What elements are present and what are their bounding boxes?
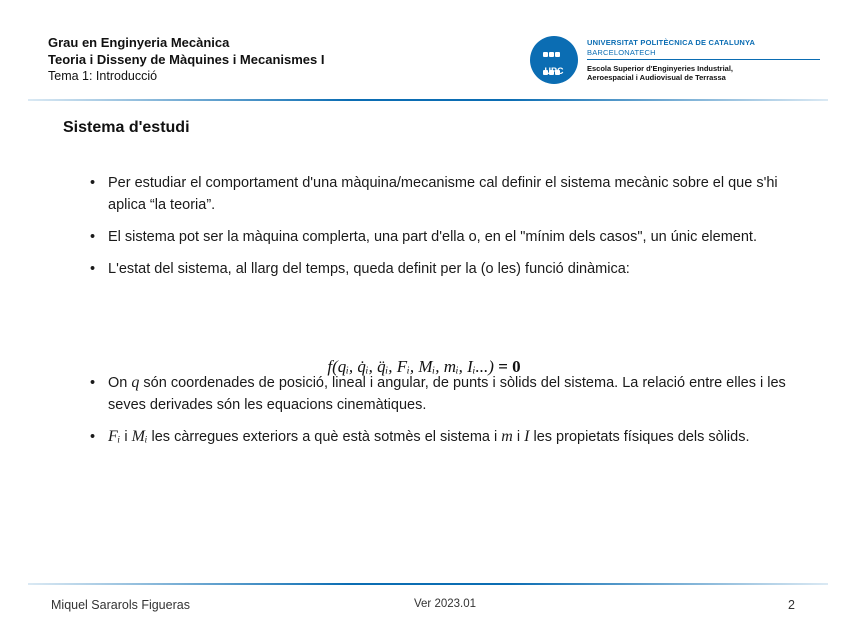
university-tagline: BARCELONATECH — [587, 48, 656, 57]
bullet-item — [90, 226, 790, 248]
bullet-text: les càrregues exteriors a què està sotmès el sistema i — [151, 429, 498, 445]
bullet-text: i — [124, 429, 128, 445]
school-name-line2: Aeroespacial i Audiovisual de Terrassa — [587, 73, 726, 82]
formula-lhs: f(qᵢ, q̇ᵢ, q̈ᵢ, Fᵢ, Mᵢ, mᵢ, Iᵢ...) — [327, 357, 494, 376]
slide-title: Sistema d'estudi — [63, 119, 190, 136]
header-divider — [28, 99, 828, 101]
topic-name: Tema 1: Introducció — [48, 69, 158, 83]
course-header — [48, 34, 324, 85]
bullet-text: les propietats físiques dels sòlids. — [533, 429, 750, 445]
upc-emblem-icon — [530, 36, 578, 84]
university-name: UNIVERSITAT POLITÈCNICA DE CATALUNYA — [587, 38, 756, 47]
math-variable: I — [524, 428, 530, 445]
bullet-item — [90, 172, 790, 216]
dynamic-function-formula — [0, 357, 848, 377]
math-variable: Mᵢ — [131, 428, 148, 445]
math-variable: Fᵢ — [108, 428, 121, 445]
bullet-text: L'estat del sistema, al llarg del temps, queda definit per la (o les) funció dinàmica: — [108, 261, 630, 277]
bullet-list — [90, 172, 790, 448]
bullet-text: Per estudiar el comportament d'una màquina/mecanisme cal definir el sistema mecànic sobre el que s'hi aplica “la teoria”. — [108, 175, 778, 213]
bullet-item — [90, 426, 790, 448]
page-number: 2 — [788, 598, 795, 612]
upc-mark: UPC — [544, 66, 564, 76]
bullet-text-post: són coordenades de posició, lineal i angular, de punts i sòlids del sistema. La relació entre elles i les seves derivades són les equacions cinemàtiques. — [108, 375, 786, 413]
formula-rhs: = 0 — [498, 357, 521, 376]
logo-divider — [587, 59, 820, 60]
footer-version: Ver 2023.01 — [414, 598, 477, 610]
degree-name: Grau en Enginyeria Mecànica — [48, 35, 230, 50]
bullet-text: i — [516, 429, 521, 445]
upc-logo — [530, 32, 820, 92]
bullet-item — [90, 372, 790, 416]
bullet-text-pre: On — [108, 375, 128, 391]
bullet-text: El sistema pot ser la màquina complerta, una part d'ella o, en el "mínim dels casos", un únic element. — [108, 229, 757, 245]
bullet-item — [90, 258, 790, 280]
math-variable: m — [501, 428, 513, 445]
footer-divider — [28, 583, 828, 585]
math-variable: q — [131, 374, 140, 391]
school-name-line1: Escola Superior d'Enginyeries Industrial, — [587, 64, 733, 73]
subject-name: Teoria i Disseny de Màquines i Mecanismes I — [48, 52, 325, 67]
footer-author: Miquel Sararols Figueras — [51, 598, 190, 612]
